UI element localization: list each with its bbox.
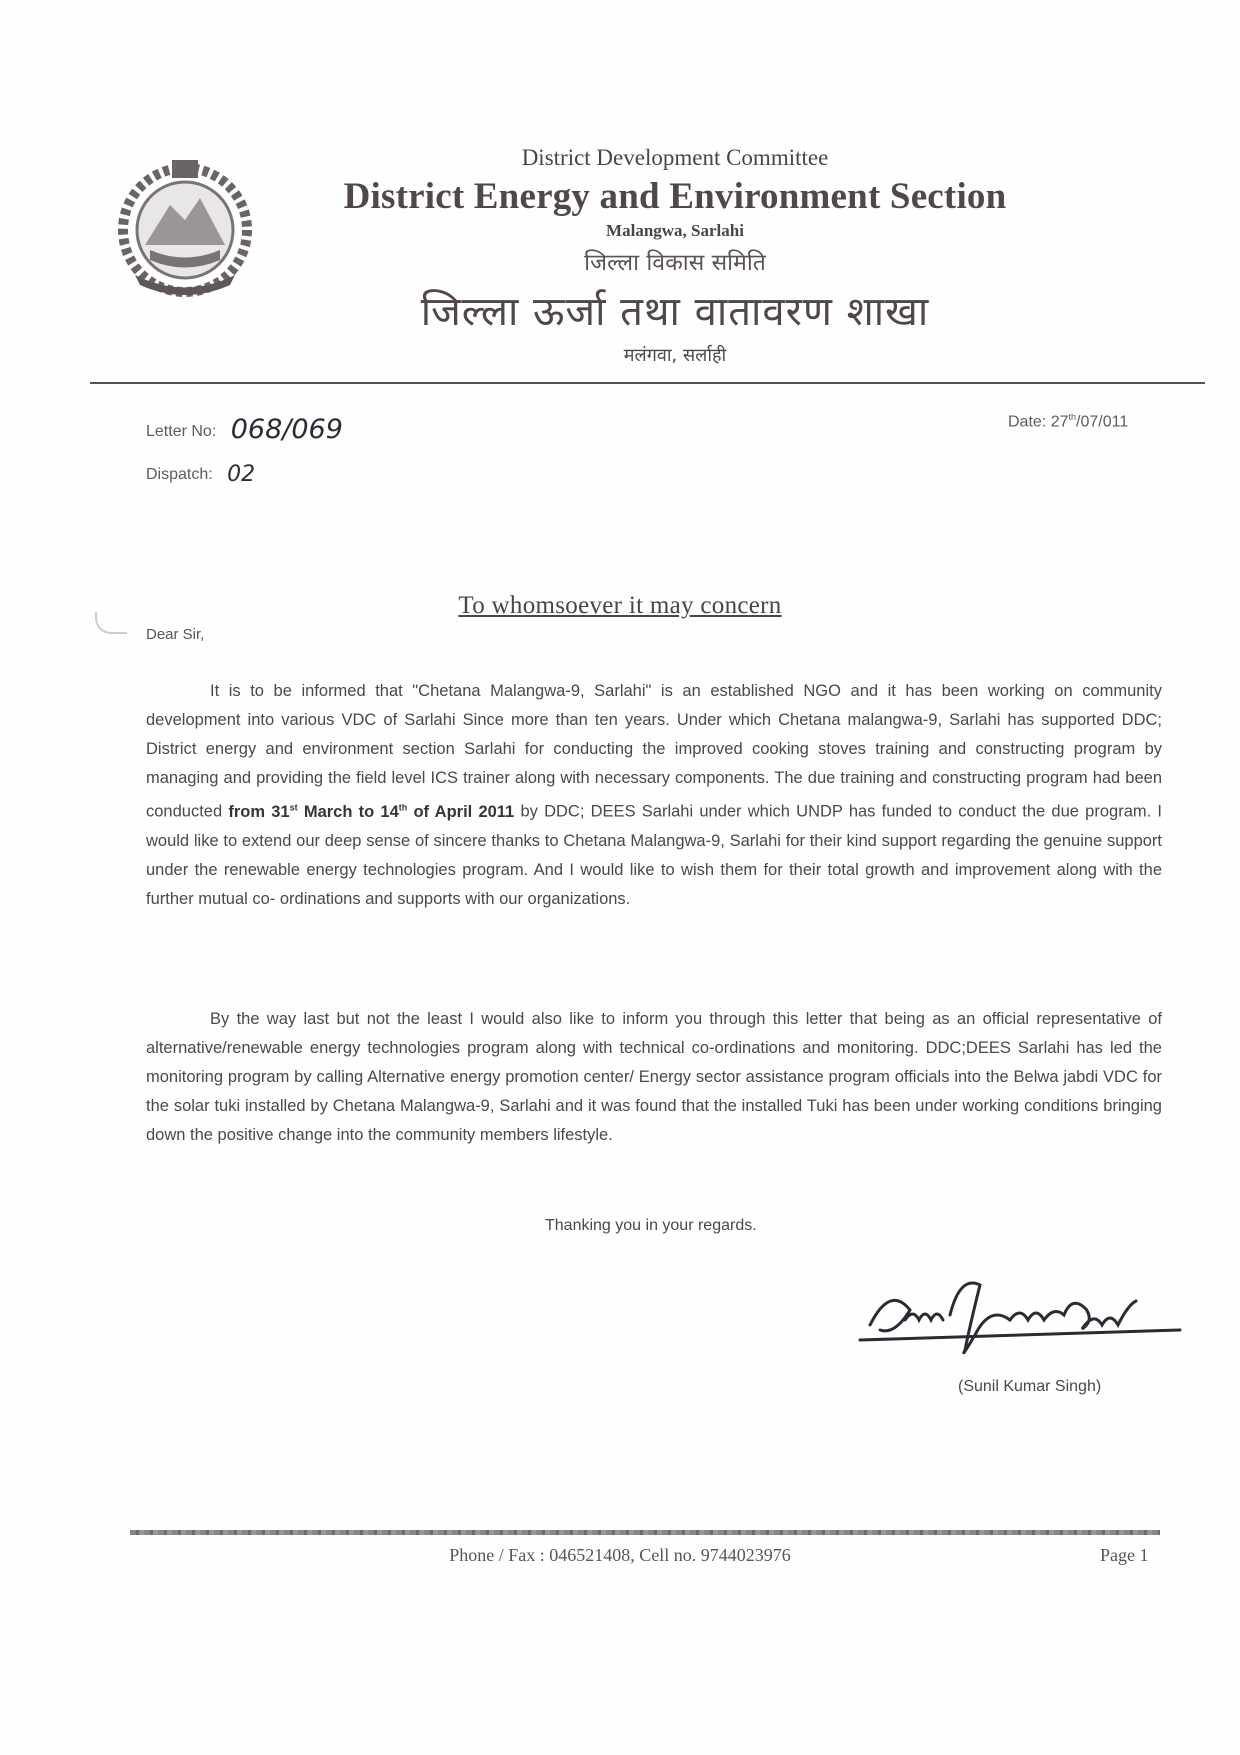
ordinal-suffix: th <box>398 802 408 812</box>
dispatch-label: Dispatch: <box>146 466 213 483</box>
date-rest: /07/011 <box>1076 413 1129 431</box>
signature-icon <box>850 1265 1210 1365</box>
section-name: District Energy and Environment Section <box>343 176 1007 217</box>
letter-title: To whomsoever it may concern <box>458 592 782 619</box>
paragraph-1-bold-date-end: of April 2011 <box>407 802 515 821</box>
body-paragraph-2: By the way last but not the least I would also like to inform you through this letter that being as an official representative of alternative/renewable energy technologies program along with technical co-ordinations and monitoring. DDC;DEES Sarlahi has led the monitoring program by calling Alternative energy promotion center/ Energy sector assistance program officials into the Belwa jabdi VDC for the solar tuki installed by Chetana Malangwa-9, Sarlahi and it was found that the installed Tuki has been under working conditions bringing down the positive change into the community members lifestyle. <box>146 1010 1162 1144</box>
letter-number-value: 068/069 <box>230 414 343 445</box>
letter-number-label: Letter No: <box>146 423 217 440</box>
paragraph-1-bold-date-start: from 31 <box>228 802 290 821</box>
date-label: Date: <box>1008 413 1047 431</box>
section-name-nepali: जिल्ला ऊर्जा तथा वातावरण शाखा <box>420 289 930 335</box>
footer-contact: Phone / Fax : 046521408, Cell no. 9744023976 <box>449 1545 791 1565</box>
committee-name-nepali: जिल्ला विकास समिति <box>584 250 766 276</box>
footer-divider <box>130 1530 1160 1535</box>
paragraph-1-text-a: It is to be informed that "Chetana Malangwa-9, Sarlahi" is an established NGO and it has been working on community development into various VDC of Sarlahi Since more than ten years. Under which Chetana malangwa-9, Sarlahi has supported DDC; District energy and environment section Sarlahi for conducting the improved cooking stoves training and constructing program by managing and providing the field level ICS trainer along with necessary components. The due training and constructing program had been conducted <box>146 682 1162 821</box>
salutation: Dear Sir, <box>146 626 205 643</box>
committee-name: District Development Committee <box>521 145 829 170</box>
page-number: Page 1 <box>1100 1545 1149 1565</box>
dispatch-value: 02 <box>227 462 256 487</box>
closing-line: Thanking you in your regards. <box>545 1217 757 1234</box>
office-location-nepali: मलंगवा, सर्लाही <box>623 345 727 366</box>
header-divider <box>90 382 1205 384</box>
ordinal-suffix: st <box>289 802 298 812</box>
body-paragraph-1 <box>146 677 1162 914</box>
paragraph-1-text-b: by DDC; DEES Sarlahi under which UNDP has funded to conduct the due program. I would like to extend our deep sense of sincere thanks to Chetana Malangwa-9, Sarlahi for their kind support regarding the genuine support under the renewable energy technologies program. And I would like to wish them for their total growth and improvement along with the further mutual co- ordinations and supports with our organizations. <box>146 802 1162 908</box>
office-location: Malangwa, Sarlahi <box>606 221 744 240</box>
paragraph-1-bold-date-mid: March to 14 <box>297 802 399 821</box>
dispatch-number <box>146 460 255 485</box>
margin-mark <box>95 612 127 634</box>
date-day-suffix: th <box>1068 412 1077 422</box>
signatory-name: (Sunil Kumar Singh) <box>958 1378 1102 1395</box>
nepal-emblem-icon <box>110 150 260 300</box>
date-day: 27 <box>1050 413 1069 431</box>
letter-date <box>1008 412 1128 431</box>
letter-number <box>146 412 343 443</box>
